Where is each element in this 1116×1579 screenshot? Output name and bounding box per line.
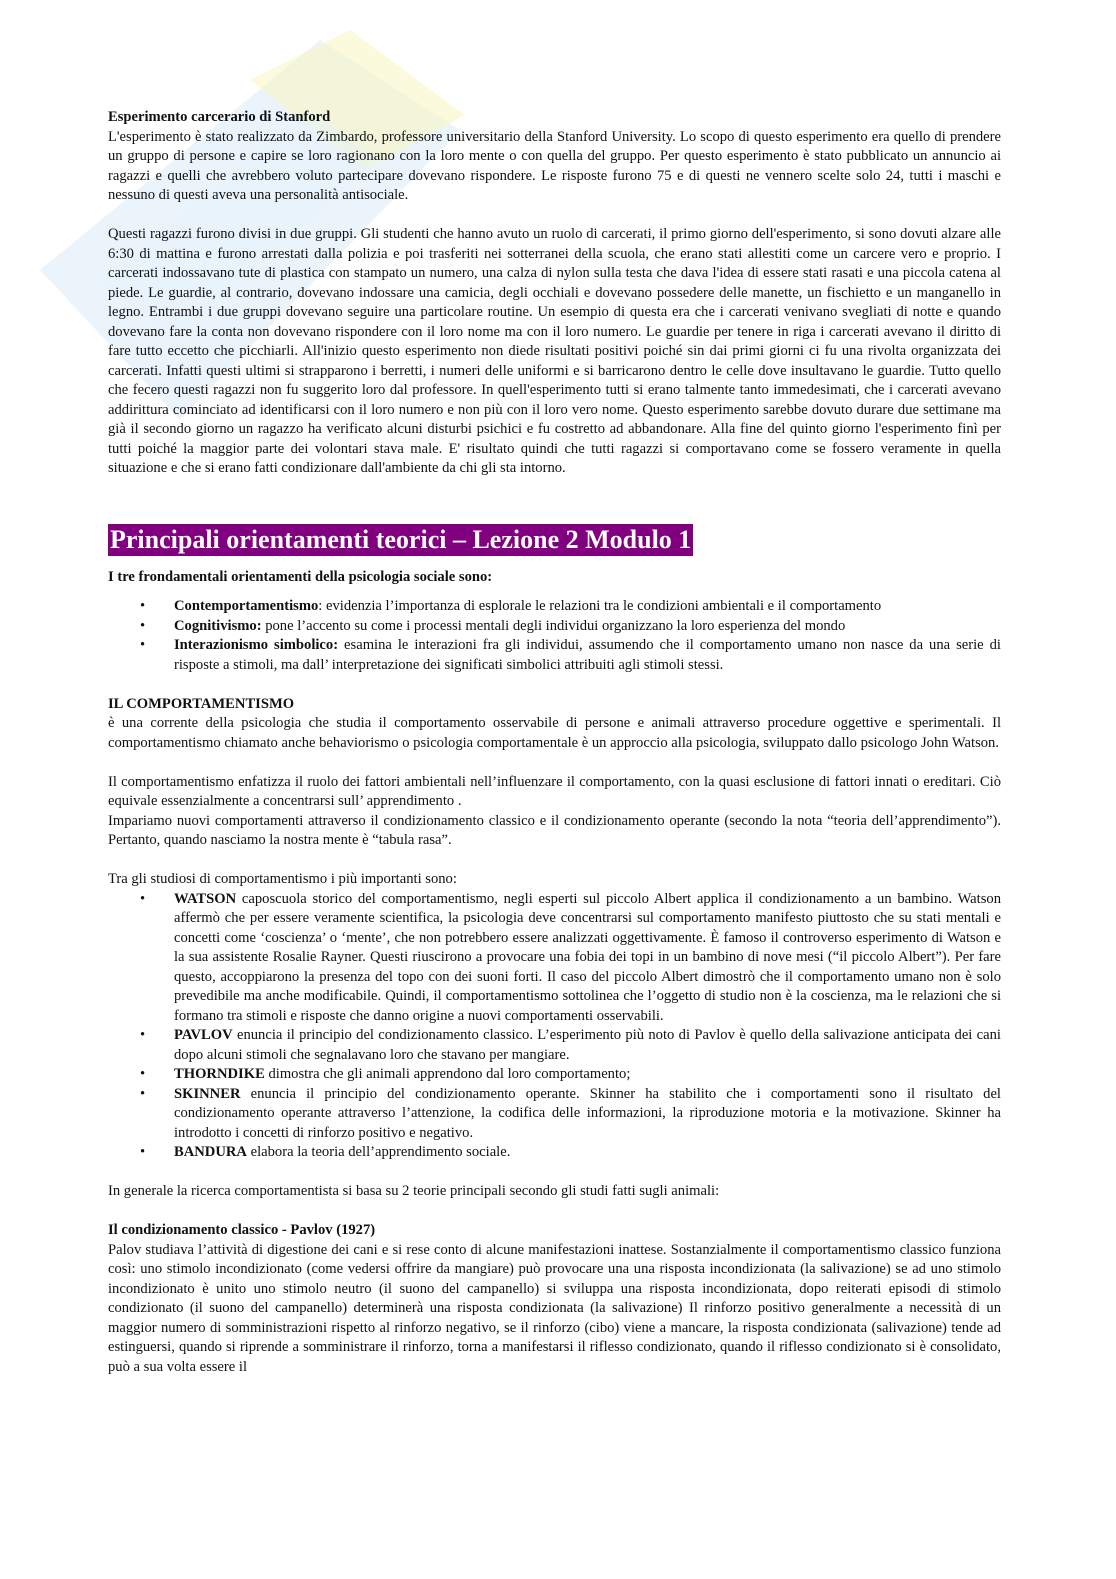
document-page	[108, 108, 1001, 1377]
studioso-text: dimostra che gli animali apprendono dal loro comportamento;	[264, 1066, 631, 1082]
comportamentismo-title: IL COMPORTAMENTISMO	[108, 695, 295, 712]
stanford-paragraph-2: Questi ragazzi furono divisi in due gruppi. Gli studenti che hanno avuto un ruolo di carcerati, il primo giorno dell'esperimento, si sono dovuti alzare alle 6:30 di mattina e furono arrestati dalla polizia e poi trasferiti nei sotterranei della scuola, che erano stati allestiti come un carcere vero e proprio. I carcerati indossavano tute di plastica con stampato un numero, una calza di nylon sulla testa che dava l'idea di essere stati rasati e una piccola catena al piede. Le guardie, al contrario, dovevano indossare una camicia, degli occhiali e dovevano possedere delle manette, un fischietto e un manganello in legno. Entrambi i due gruppi dovevano seguire una particolare routine. Un esempio di questa era che i carcerati venivano svegliati di notte e quando dovevano fare la conta non dovevano rispondere con il loro nome ma con il loro numero. Le guardie per tenere in riga i carcerati avevano il diritto di fare tutto eccetto che picchiarli. All'inizio questo esperimento non diede risultati positivi poiché sin dai primi giorni ci fu una rivolta organizzata dei carcerati. Infatti questi ultimi si strapparono i berretti, i numeri delle uniformi e si barricarono dentro le celle dove insultavano le guardie. Tutto quello che fecero questi ragazzi non fu suggerito loro dal professore. In quell'esperimento tutti si erano talmente tanto immedesimati, che i carcerati avevano addirittura cominciato ad identificarsi con il loro numero e non più con il loro vero nome. Questo esperimento sarebbe dovuto durare due settimane ma già il secondo giorno un ragazzo ha verificato alcuni disturbi psichici e fu costretto ad abbandonare. Alla fine del quinto giorno l'esperimento finì per tutti poiché la maggior parte dei volontari stava male. E' risultato quindi che tutti ragazzi si comportavano come se fossero veramente in quella situazione e che si erano fatti condizionare dall'ambiente da chi gli sta intorno.	[108, 226, 1001, 476]
studioso-name: WATSON	[174, 890, 237, 907]
bullet-icon: •	[140, 1066, 146, 1082]
bullet-icon: •	[140, 598, 146, 614]
studiosi-list	[108, 890, 1001, 1163]
orientamento-term: Interazionismo simbolico:	[174, 637, 339, 653]
studioso-text: caposcuola storico del comportamentismo, negli esperti sul piccolo Albert applica il condizionamento a un bambino. Watson affermò che per essere veramente scientifica, la psicologia deve concentrarsi sul comportamento manifesto piuttosto che su stati mentali e concetti come ‘coscienza’ o ‘mente’, che non potrebbero essere analizzati oggettivamente. È famoso il controverso esperimento di Watson e la sua assistente Rosalie Rayner. Questi riuscirono a provocare una fobia dei topi in un bambino di nove mesi (“il piccolo Albert”). Per fare questo, accoppiarono la presenza del topo con dei suoni forti. Il caso del piccolo Albert dimostrò che il comportamento umano non è solo prevedibile ma anche modificabile. Quindi, il comportamentismo sottolinea che l’oggetto di studio non è la coscienza, ma le relazioni che si formano tra stimoli e risposte che danno origine a nuovi comportamenti osservabili.	[174, 890, 1001, 1024]
bullet-icon: •	[140, 1144, 146, 1160]
list-item	[108, 636, 1001, 675]
studioso-name: THORNDIKE	[174, 1066, 265, 1082]
list-item	[108, 1026, 1001, 1065]
orientamento-term: Contemportamentismo	[174, 598, 319, 614]
comportamentismo-paragraph-1: è una corrente della psicologia che studia il comportamento osservabile di persone e animali attraverso procedure oggettive e sperimentali. Il comportamentismo chiamato anche behaviorismo o psicologia comportamentale è un approccio alla psicologia, sviluppato dallo psicologo John Watson.	[108, 715, 1001, 751]
list-item	[108, 1085, 1001, 1144]
orientamenti-intro: I tre frondamentali orientamenti della psicologia sociale sono:	[108, 568, 493, 585]
studioso-name: PAVLOV	[174, 1027, 233, 1043]
classico-title: Il condizionamento classico - Pavlov (1927)	[108, 1222, 376, 1238]
bullet-icon: •	[140, 1085, 146, 1102]
studioso-text: enuncia il principio del condizionamento operante. Skinner ha stabilito che i comportamenti sono il risultato del condizionamento operante attraverso l’attenzione, la codifica delle informazioni, la riproduzione motoria e la motivazione. Skinner ha introdotto i concetti di rinforzo positivo e negativo.	[174, 1085, 1001, 1141]
comportamentismo-paragraph-2: Il comportamentismo enfatizza il ruolo dei fattori ambientali nell’influenzare il comportamento, con la quasi esclusione di fattori innati o ereditari. Ciò equivale essenzialmente a concentrarsi sull’ apprendimento .	[108, 773, 1001, 809]
stanford-paragraph-1: L'esperimento è stato realizzato da Zimbardo, professore universitario della Stanford University. Lo scopo di questo esperimento era quello di prendere un gruppo di persone e capire se loro ragionano con la loro mente o con quella del gruppo. Per questo esperimento è stato pubblicato un annuncio ai ragazzi e quelli che avrebbero voluto partecipare dovevano rispondere. Le risposte furono 75 e di questi ne vennero scelte solo 24, tutti i maschi e nessuno di questi aveva una personalità antisociale.	[108, 128, 1001, 203]
studioso-text: enuncia il principio del condizionamento classico. L’esperimento più noto di Pavlov è quello della salivazione anticipata dei cani dopo alcuni stimoli che segnalavano loro che stavano per mangiare.	[174, 1027, 1001, 1063]
orientamenti-list	[108, 597, 1001, 675]
section-heading: Principali orientamenti teorici – Lezione 2 Modulo 1	[110, 524, 692, 554]
bullet-icon: •	[140, 890, 146, 907]
orientamento-text: esamina le interazioni fra gli individui, assumendo che il comportamento umano non nasce da una serie di risposte a stimoli, ma dall’ interpretazione dei significati simbolici attribuiti agli stimoli stessi.	[174, 637, 1001, 673]
studioso-name: BANDURA	[174, 1144, 247, 1160]
studioso-name: SKINNER	[174, 1085, 241, 1102]
classico-paragraph: Palov studiava l’attività di digestione dei cani e si rese conto di alcune manifestazioni inattese. Sostanzialmente il comportamentismo classico funziona così: uno stimolo incondizionato (come vedersi offrire da mangiare) può provocare una una risposta incondizionata (la salivazione) se ad uno stimolo incondizionato è unito uno stimolo neutro (il suono del campanello) si sviluppa una risposta incondizionata, dopo reiterati episodi di stimolo condizionato (il suono del campanello) determinerà una risposta condizionata (la salivazione) Il rinforzo positivo generalmente a necessità di un maggior numero di somministrazioni rispetto al rinforzo negativo, se il rinforzo (cibo) viene a mancare, la risposta condizionata (salivazione) tende ad estinguersi, quando si riprende a somministrare il rinforzo, torna a manifestarsi il riflesso condizionato, quando il riflesso condizionato si è consolidato, può a sua volta essere il	[108, 1241, 1001, 1375]
list-item	[108, 617, 1001, 637]
list-item	[108, 597, 1001, 617]
orientamento-term: Cognitivismo:	[174, 617, 262, 634]
studioso-text: elabora la teoria dell’apprendimento sociale.	[246, 1144, 511, 1160]
stanford-title: Esperimento carcerario di Stanford	[108, 109, 331, 125]
list-item	[108, 890, 1001, 1027]
list-item	[108, 1065, 1001, 1085]
orientamento-text: : evidenzia l’importanza di esplorale le relazioni tra le condizioni ambientali e il comportamento	[318, 598, 882, 614]
generale-paragraph: In generale la ricerca comportamentista si basa su 2 teorie principali secondo gli studi fatti sugli animali:	[108, 1183, 720, 1199]
bullet-icon: •	[140, 617, 146, 634]
list-item	[108, 1143, 1001, 1163]
bullet-icon: •	[140, 637, 146, 653]
comportamentismo-paragraph-3: Impariamo nuovi comportamenti attraverso il condizionamento classico e il condizionamento operante (secondo la nota “teoria dell’apprendimento”). Pertanto, quando nasciamo la nostra mente è “tabula rasa”.	[108, 812, 1001, 848]
studiosi-intro: Tra gli studiosi di comportamentismo i più importanti sono:	[108, 871, 457, 887]
orientamento-text: pone l’accento su come i processi mentali degli individui organizzano la loro esperienza del mondo	[261, 617, 846, 634]
bullet-icon: •	[140, 1027, 146, 1043]
